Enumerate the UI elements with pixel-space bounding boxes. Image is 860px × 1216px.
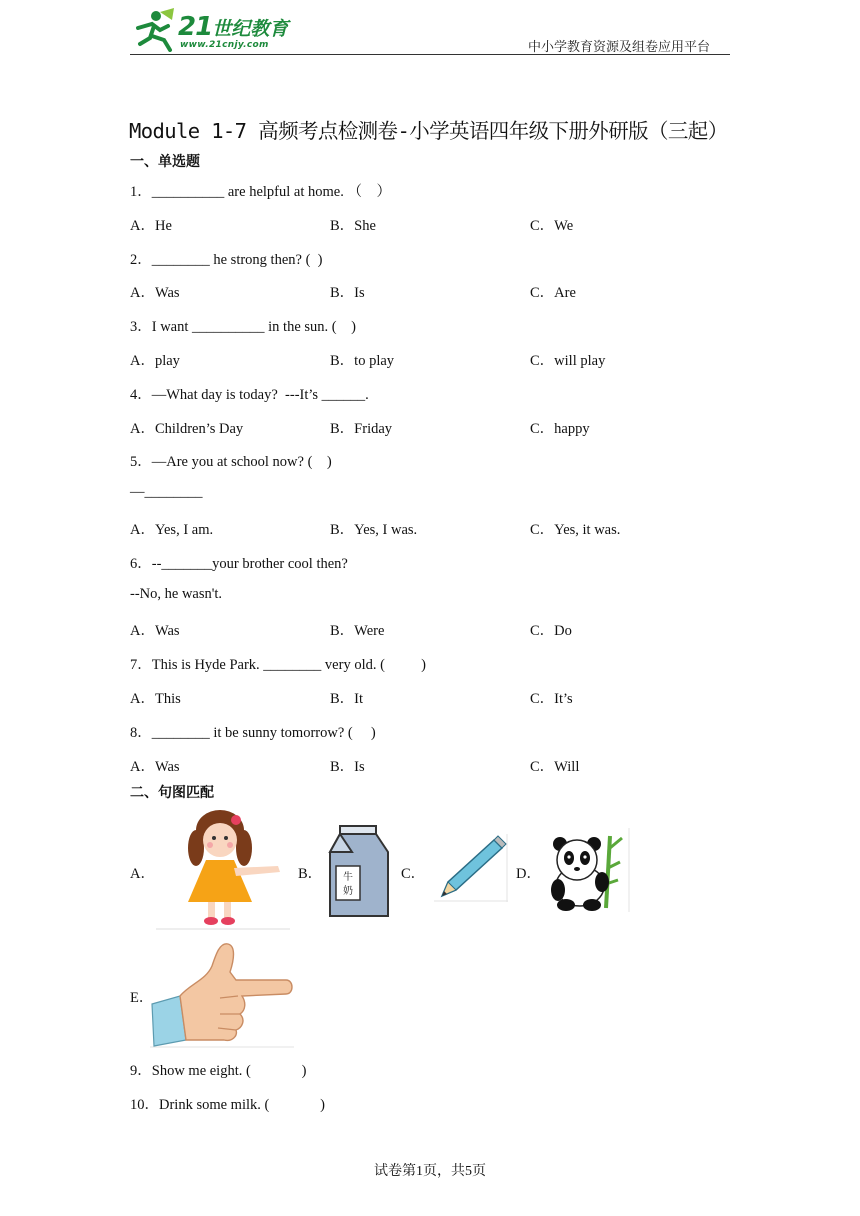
answer-option[interactable]: B．Is <box>330 758 365 775</box>
picture-label: E． <box>130 990 154 1006</box>
section-heading: 二、句图匹配 <box>130 785 214 801</box>
answer-option[interactable]: C．We <box>530 217 574 234</box>
answer-option[interactable]: C．Are <box>530 285 576 302</box>
answer-option[interactable]: A．This <box>130 691 181 707</box>
answer-option[interactable]: B．Were <box>330 623 385 640</box>
answer-option[interactable]: B．Yes, I was. <box>330 522 418 538</box>
logo-title: 21世纪教育 <box>178 12 289 42</box>
answer-option[interactable]: B．Is <box>330 285 365 302</box>
picture-label: D． <box>516 866 541 882</box>
question-stem: 3．I want __________ in the sun. ( ) <box>130 319 356 336</box>
svg-text:奶: 奶 <box>343 886 353 897</box>
page-title: Module 1-7 高频考点检测卷-小学英语四年级下册外研版（三起） <box>129 119 728 143</box>
answer-option[interactable]: A．Was <box>130 758 180 775</box>
answer-option[interactable]: C．will play <box>530 353 606 369</box>
matching-question: 9．Show me eight. ( ) <box>130 1063 307 1079</box>
platform-name: 中小学教育资源及组卷应用平台 <box>528 39 711 54</box>
answer-option[interactable]: B．Friday <box>330 420 393 437</box>
answer-option[interactable]: A．Was <box>130 285 180 302</box>
question-line: —________ <box>130 484 203 501</box>
header-divider <box>130 54 730 55</box>
answer-option[interactable]: B．to play <box>330 353 395 369</box>
matching-question: 10．Drink some milk. ( ) <box>130 1097 325 1113</box>
answer-option[interactable]: B．She <box>330 217 376 234</box>
runner-logo-icon <box>130 8 180 52</box>
pencil-image <box>434 834 508 902</box>
answer-option[interactable]: B．It <box>330 691 364 707</box>
question-stem: 7．This is Hyde Park. ________ very old. ( ) <box>130 657 427 674</box>
answer-option[interactable]: C．happy <box>530 420 590 437</box>
page-footer: 试卷第1页，共5页 <box>374 1164 486 1179</box>
section-heading: 一、单选题 <box>130 154 200 170</box>
milk-carton-image <box>326 822 390 920</box>
question-stem: 8．________ it be sunny tomorrow? ( ) <box>130 724 376 741</box>
question-stem: 5．—Are you at school now? ( ) <box>130 454 332 471</box>
logo-url: www.21cnjy.com <box>180 40 269 50</box>
question-stem: 1．__________ are helpful at home. （ ） <box>130 184 391 200</box>
answer-option[interactable]: A．Was <box>130 623 180 640</box>
answer-option[interactable]: A．play <box>130 353 180 369</box>
answer-option[interactable]: C．Yes, it was. <box>530 522 621 538</box>
pointing-hand-image <box>150 936 294 1048</box>
answer-option[interactable]: A．Yes, I am. <box>130 522 214 538</box>
question-line: --No, he wasn't. <box>130 585 223 602</box>
answer-option[interactable]: C．Will <box>530 758 580 775</box>
question-stem: 2．________ he strong then? ( ) <box>130 251 323 268</box>
svg-text:牛: 牛 <box>343 872 353 883</box>
question-stem: 6．--_______your brother cool then? <box>130 555 348 572</box>
girl-pointing-image <box>156 808 290 930</box>
picture-label: A． <box>130 866 155 882</box>
answer-option[interactable]: C．Do <box>530 623 572 640</box>
panda-bamboo-image <box>544 828 630 912</box>
answer-option[interactable]: A．Children’s Day <box>130 420 244 437</box>
answer-option[interactable]: C．It’s <box>530 691 573 707</box>
picture-label: C． <box>401 866 426 882</box>
answer-option[interactable]: A．He <box>130 217 172 234</box>
picture-label: B． <box>298 866 323 882</box>
question-stem: 4．—What day is today? ---It’s ______. <box>130 386 369 403</box>
